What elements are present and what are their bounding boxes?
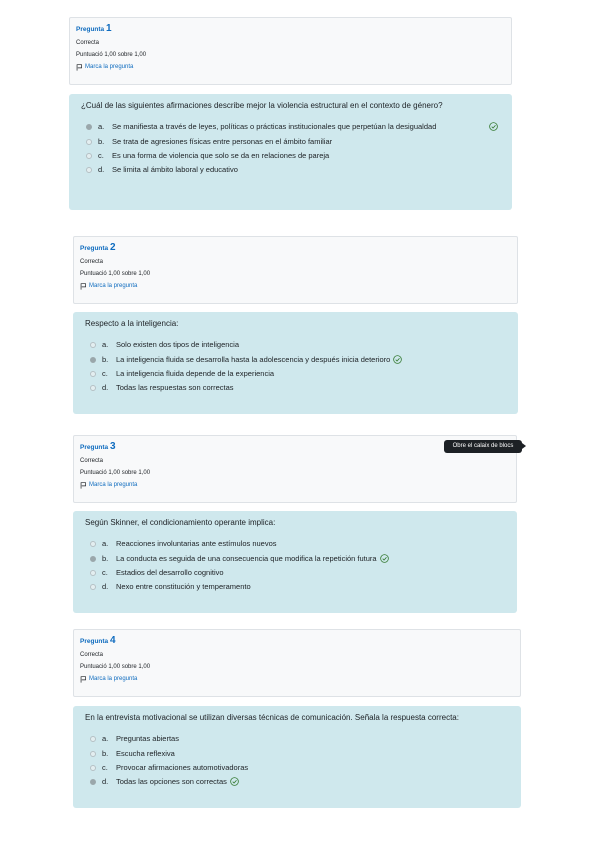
answer-option-a[interactable]: a. Reacciones involuntarias ante estímulos nuevos [85, 539, 505, 549]
answer-list [85, 734, 509, 787]
question-number: Pregunta 1 [76, 23, 112, 34]
answer-option-b[interactable]: b. La conducta es seguida de una consecuencia que modifica la repetición futura [85, 554, 505, 564]
question-text: Según Skinner, el condicionamiento operante implica: [85, 518, 276, 527]
radio-button[interactable] [90, 342, 96, 348]
flag-question-link[interactable]: Marca la pregunta [80, 283, 511, 290]
answer-list [85, 539, 505, 592]
question-state: Correcta [76, 40, 100, 46]
question-state: Correcta [80, 458, 104, 464]
answer-option-b[interactable]: b. La inteligencia fluida se desarrolla hasta la adolescencia y después inicia deterioro [85, 355, 506, 365]
tooltip-arrow [522, 443, 526, 449]
question-text: En la entrevista motivacional se utilizan diversas técnicas de comunicación. Señala la respuesta correcta: [85, 713, 459, 722]
flag-icon [80, 283, 87, 290]
question-grade: Puntuació 1,00 sobre 1,00 [76, 52, 147, 59]
answer-option-c[interactable]: c. Provocar afirmaciones automotivadoras [85, 763, 509, 773]
flag-icon [80, 482, 87, 489]
answer-option-c[interactable]: c. Es una forma de violencia que solo se da en relaciones de pareja [81, 151, 500, 161]
question-info-2 [73, 236, 518, 304]
question-info-1 [69, 17, 512, 85]
answer-option-d[interactable]: d. Todas las respuestas son correctas [85, 383, 506, 393]
question-grade: Puntuació 1,00 sobre 1,00 [80, 664, 151, 671]
radio-button[interactable] [90, 541, 96, 547]
radio-button[interactable] [90, 357, 96, 363]
answer-list [81, 122, 500, 175]
radio-button[interactable] [90, 751, 96, 757]
correct-check-icon [393, 355, 402, 364]
question-number: Pregunta 2 [80, 242, 116, 253]
answer-option-a[interactable]: a. Se manifiesta a través de leyes, políticas o prácticas institucionales que perpetúan la desigualdad [81, 122, 500, 132]
radio-button[interactable] [90, 570, 96, 576]
radio-button[interactable] [90, 385, 96, 391]
radio-button[interactable] [86, 139, 92, 145]
answer-option-a[interactable]: a. Solo existen dos tipos de inteligencia [85, 340, 506, 350]
radio-button[interactable] [86, 167, 92, 173]
answer-option-c[interactable]: c. Estadios del desarrollo cognitivo [85, 568, 505, 578]
correct-check-icon [380, 554, 389, 563]
flag-question-link[interactable]: Marca la pregunta [80, 676, 514, 683]
radio-button[interactable] [90, 556, 96, 562]
radio-button[interactable] [86, 153, 92, 159]
radio-button[interactable] [90, 584, 96, 590]
answer-option-b[interactable]: b. Escucha reflexiva [85, 749, 509, 759]
answer-option-d[interactable]: d. Se limita al ámbito laboral y educativo [81, 165, 500, 175]
radio-button[interactable] [90, 779, 96, 785]
question-text: ¿Cuál de las siguientes afirmaciones describe mejor la violencia estructural en el contexto de género? [81, 101, 443, 110]
question-content-2 [73, 312, 518, 414]
answer-option-a[interactable]: a. Preguntas abiertas [85, 734, 509, 744]
question-state: Correcta [80, 652, 104, 658]
radio-button[interactable] [90, 371, 96, 377]
flag-question-link[interactable]: Marca la pregunta [76, 64, 505, 71]
question-content-3 [73, 511, 517, 613]
question-grade: Puntuació 1,00 sobre 1,00 [80, 271, 151, 278]
radio-button[interactable] [90, 736, 96, 742]
question-content-4 [73, 706, 521, 808]
question-text: Respecto a la inteligencia: [85, 319, 179, 328]
question-grade: Puntuació 1,00 sobre 1,00 [80, 470, 151, 477]
flag-icon [76, 64, 83, 71]
flag-icon [80, 676, 87, 683]
answer-option-c[interactable]: c. La inteligencia fluida depende de la experiencia [85, 369, 506, 379]
radio-button[interactable] [86, 124, 92, 130]
answer-option-b[interactable]: b. Se trata de agresiones físicas entre personas en el ámbito familiar [81, 137, 500, 147]
question-state: Correcta [80, 259, 104, 265]
question-number: Pregunta 3 [80, 441, 116, 452]
correct-check-icon [489, 122, 498, 131]
answer-option-d[interactable]: d. Nexo entre constitución y temperamento [85, 582, 505, 592]
question-info-4 [73, 629, 521, 697]
flag-question-link[interactable]: Marca la pregunta [80, 482, 510, 489]
answer-option-d[interactable]: d. Todas las opciones son correctas [85, 777, 509, 787]
question-content-1 [69, 94, 512, 210]
drawer-tooltip: Obre el calaix de blocs [444, 440, 522, 453]
question-number: Pregunta 4 [80, 635, 116, 646]
answer-list [85, 340, 506, 393]
radio-button[interactable] [90, 765, 96, 771]
correct-check-icon [230, 777, 239, 786]
